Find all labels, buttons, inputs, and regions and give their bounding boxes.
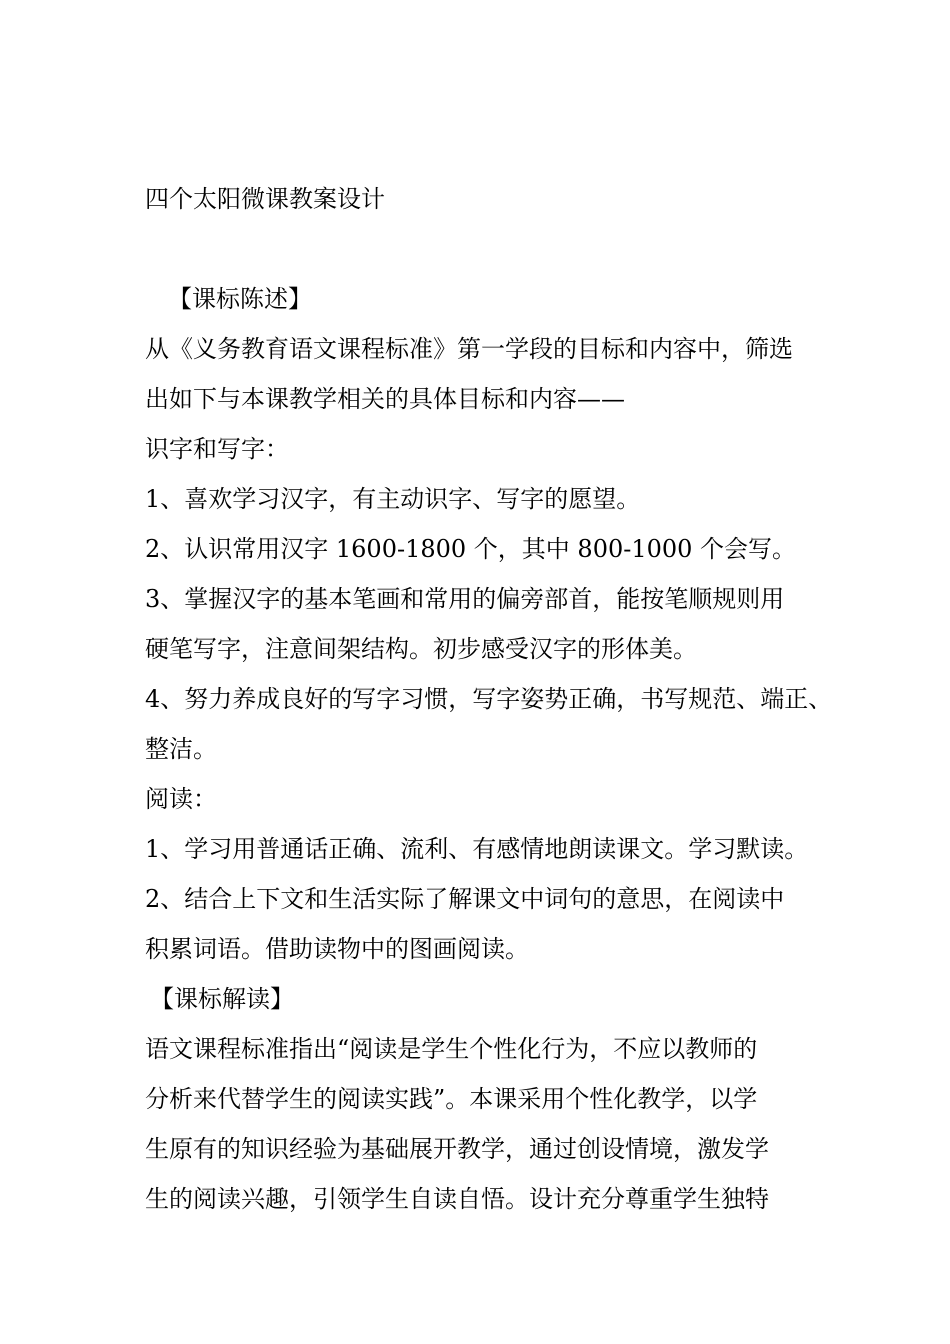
list-item-continuation: 积累词语。借助读物中的图画阅读。 [145,935,529,963]
section-heading-standard-interpretation: 【课标解读】 [150,985,294,1013]
list-item: 2、结合上下文和生活实际了解课文中词句的意思，在阅读中 [145,885,785,913]
list-item: 1、学习用普通话正确、流利、有感情地朗读课文。学习默读。 [145,835,809,863]
paragraph-line: 出如下与本课教学相关的具体目标和内容—— [145,385,625,413]
document-title: 四个太阳微课教案设计 [145,185,385,213]
list-item: 1、喜欢学习汉字，有主动识字、写字的愿望。 [145,485,641,513]
subheading-literacy: 识字和写字： [145,435,289,463]
paragraph-line: 生的阅读兴趣，引领学生自读自悟。设计充分尊重学生独特 [145,1185,769,1213]
paragraph-line: 生原有的知识经验为基础展开教学，通过创设情境，激发学 [145,1135,769,1163]
paragraph-line: 语文课程标准指出“阅读是学生个性化行为，不应以教师的 [145,1035,758,1063]
section-heading-standard-statement: 【课标陈述】 [168,285,312,313]
list-item: 3、掌握汉字的基本笔画和常用的偏旁部首，能按笔顺规则用 [145,585,785,613]
list-item: 2、认识常用汉字 1600-1800 个，其中 800-1000 个会写。 [145,535,797,563]
list-item-continuation: 整洁。 [145,735,217,763]
list-item: 4、努力养成良好的写字习惯，写字姿势正确，书写规范、端正、 [145,685,833,713]
paragraph-line: 分析来代替学生的阅读实践”。本课采用个性化教学，以学 [145,1085,758,1113]
list-item-continuation: 硬笔写字，注意间架结构。初步感受汉字的形体美。 [145,635,697,663]
subheading-reading: 阅读： [145,785,217,813]
paragraph-line: 从《义务教育语文课程标准》第一学段的目标和内容中，筛选 [145,335,793,363]
